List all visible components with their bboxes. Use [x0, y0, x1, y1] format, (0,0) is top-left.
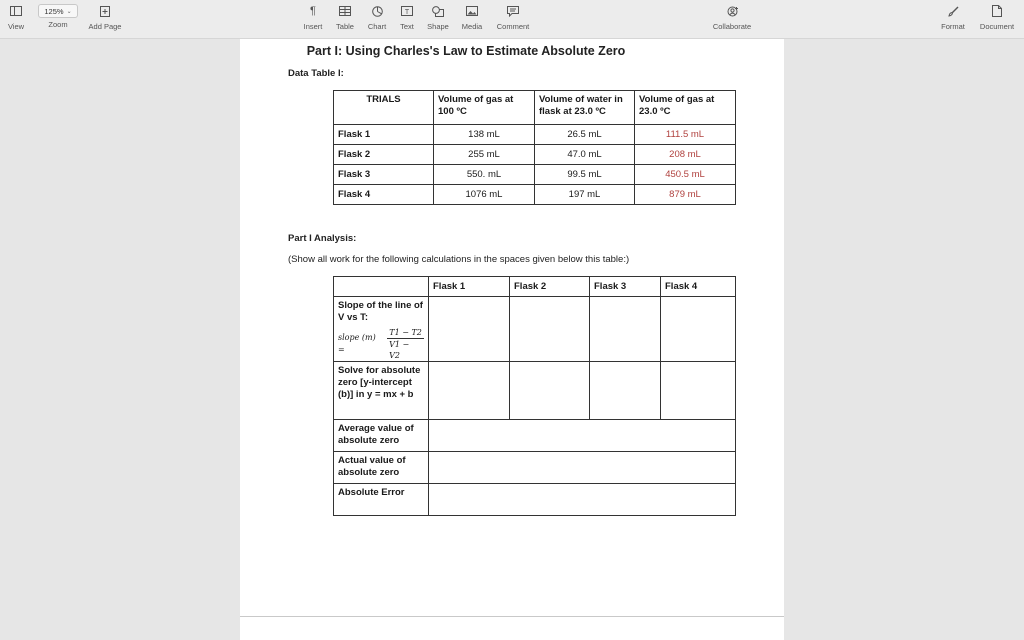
answer-cell[interactable] — [429, 452, 736, 484]
table-cell[interactable]: 879 mL — [635, 185, 736, 205]
instruction-text: (Show all work for the following calculations in the spaces given below this table:) — [288, 254, 630, 265]
table-cell[interactable]: Flask 1 — [334, 125, 434, 145]
shape-button[interactable]: Shape — [424, 0, 452, 38]
svg-text:T: T — [404, 9, 410, 16]
slope-label: Slope of the line of V vs T: — [338, 300, 423, 323]
actual-row-label: Actual value of absolute zero — [334, 452, 429, 484]
chart-icon — [372, 0, 383, 22]
table-row — [334, 420, 736, 452]
answer-cell[interactable] — [661, 297, 736, 362]
table-header: Flask 2 — [510, 277, 590, 297]
table-cell[interactable]: 255 mL — [434, 145, 535, 165]
table-cell[interactable]: 450.5 mL — [635, 165, 736, 185]
table-cell[interactable]: 111.5 mL — [635, 125, 736, 145]
slope-formula-denominator: V1 − V2 — [389, 340, 410, 360]
page-title: Part I: Using Charles's Law to Estimate Absolute Zero — [306, 44, 626, 58]
table-button[interactable]: Table — [333, 0, 357, 38]
data-table[interactable] — [333, 90, 736, 205]
table-row — [334, 362, 736, 420]
table-cell[interactable]: 1076 mL — [434, 185, 535, 205]
shape-icon — [432, 0, 444, 22]
page-divider — [240, 616, 784, 617]
table-row — [334, 484, 736, 516]
table-header: Volume of gas at 23.0 ºC — [635, 91, 736, 125]
insert-button[interactable]: ¶ Insert — [300, 0, 326, 38]
text-button[interactable]: T Text — [396, 0, 418, 38]
table-cell[interactable]: Flask 4 — [334, 185, 434, 205]
chart-button[interactable]: Chart — [365, 0, 389, 38]
table-row — [334, 145, 736, 165]
document-button[interactable]: Document — [975, 0, 1019, 38]
answer-cell[interactable] — [429, 484, 736, 516]
table-cell[interactable]: 47.0 mL — [535, 145, 635, 165]
collaborate-button[interactable]: Collaborate — [708, 0, 756, 38]
answer-cell[interactable] — [429, 297, 510, 362]
table-header — [334, 277, 429, 297]
table-row — [334, 452, 736, 484]
table-cell[interactable]: 197 mL — [535, 185, 635, 205]
text-box-icon — [401, 0, 413, 22]
answer-cell[interactable] — [429, 362, 510, 420]
table-row — [334, 125, 736, 145]
slope-formula-lhs: slope (m) = — [338, 333, 376, 354]
table-header: Flask 4 — [661, 277, 736, 297]
slope-formula — [338, 327, 424, 361]
table-cell[interactable]: 26.5 mL — [535, 125, 635, 145]
collaborate-icon — [726, 0, 739, 22]
table-header: Volume of gas at 100 ºC — [434, 91, 535, 125]
table-row — [334, 185, 736, 205]
data-table-label: Data Table I: — [288, 68, 344, 79]
zoom-control[interactable]: 125% ⌄ Zoom — [36, 0, 80, 38]
answer-cell[interactable] — [661, 362, 736, 420]
document-page[interactable] — [240, 39, 784, 640]
slope-row-label — [334, 297, 429, 362]
answer-cell[interactable] — [510, 362, 590, 420]
paintbrush-icon — [948, 0, 959, 22]
view-button[interactable]: View — [4, 0, 28, 38]
answer-cell[interactable] — [510, 297, 590, 362]
table-cell[interactable]: 138 mL — [434, 125, 535, 145]
table-row — [334, 297, 736, 362]
table-header: TRIALS — [334, 91, 434, 125]
solve-row-label: Solve for absolute zero [y-intercept (b)] in y = mx + b — [334, 362, 429, 420]
answer-cell[interactable] — [429, 420, 736, 452]
answer-cell[interactable] — [590, 362, 661, 420]
table-header: Flask 1 — [429, 277, 510, 297]
table-icon — [339, 0, 351, 22]
media-icon — [466, 0, 478, 22]
media-button[interactable]: Media — [459, 0, 485, 38]
table-cell[interactable]: 208 mL — [635, 145, 736, 165]
slope-formula-numerator: T1 − T2 — [389, 328, 422, 337]
table-header: Flask 3 — [590, 277, 661, 297]
table-cell[interactable]: 99.5 mL — [535, 165, 635, 185]
average-row-label: Average value of absolute zero — [334, 420, 429, 452]
pilcrow-icon: ¶ — [310, 5, 316, 17]
chevron-down-icon: ⌄ — [66, 8, 72, 15]
analysis-table[interactable] — [333, 276, 736, 516]
add-page-button[interactable]: Add Page — [86, 0, 124, 38]
table-row — [334, 165, 736, 185]
answer-cell[interactable] — [590, 297, 661, 362]
analysis-label: Part I Analysis: — [288, 233, 357, 244]
table-cell[interactable]: Flask 3 — [334, 165, 434, 185]
zoom-select[interactable]: 125% ⌄ — [38, 4, 78, 18]
error-row-label: Absolute Error — [334, 484, 429, 516]
table-header-row — [334, 277, 736, 297]
document-icon — [992, 0, 1002, 22]
table-cell[interactable]: 550. mL — [434, 165, 535, 185]
add-page-icon — [100, 0, 110, 22]
sidebar-view-icon — [10, 0, 22, 22]
toolbar — [0, 0, 1024, 39]
table-cell[interactable]: Flask 2 — [334, 145, 434, 165]
comment-button[interactable]: Comment — [494, 0, 532, 38]
format-button[interactable]: Format — [937, 0, 969, 38]
table-header: Volume of water in flask at 23.0 ºC — [535, 91, 635, 125]
comment-icon — [507, 0, 519, 22]
table-header-row — [334, 91, 736, 125]
